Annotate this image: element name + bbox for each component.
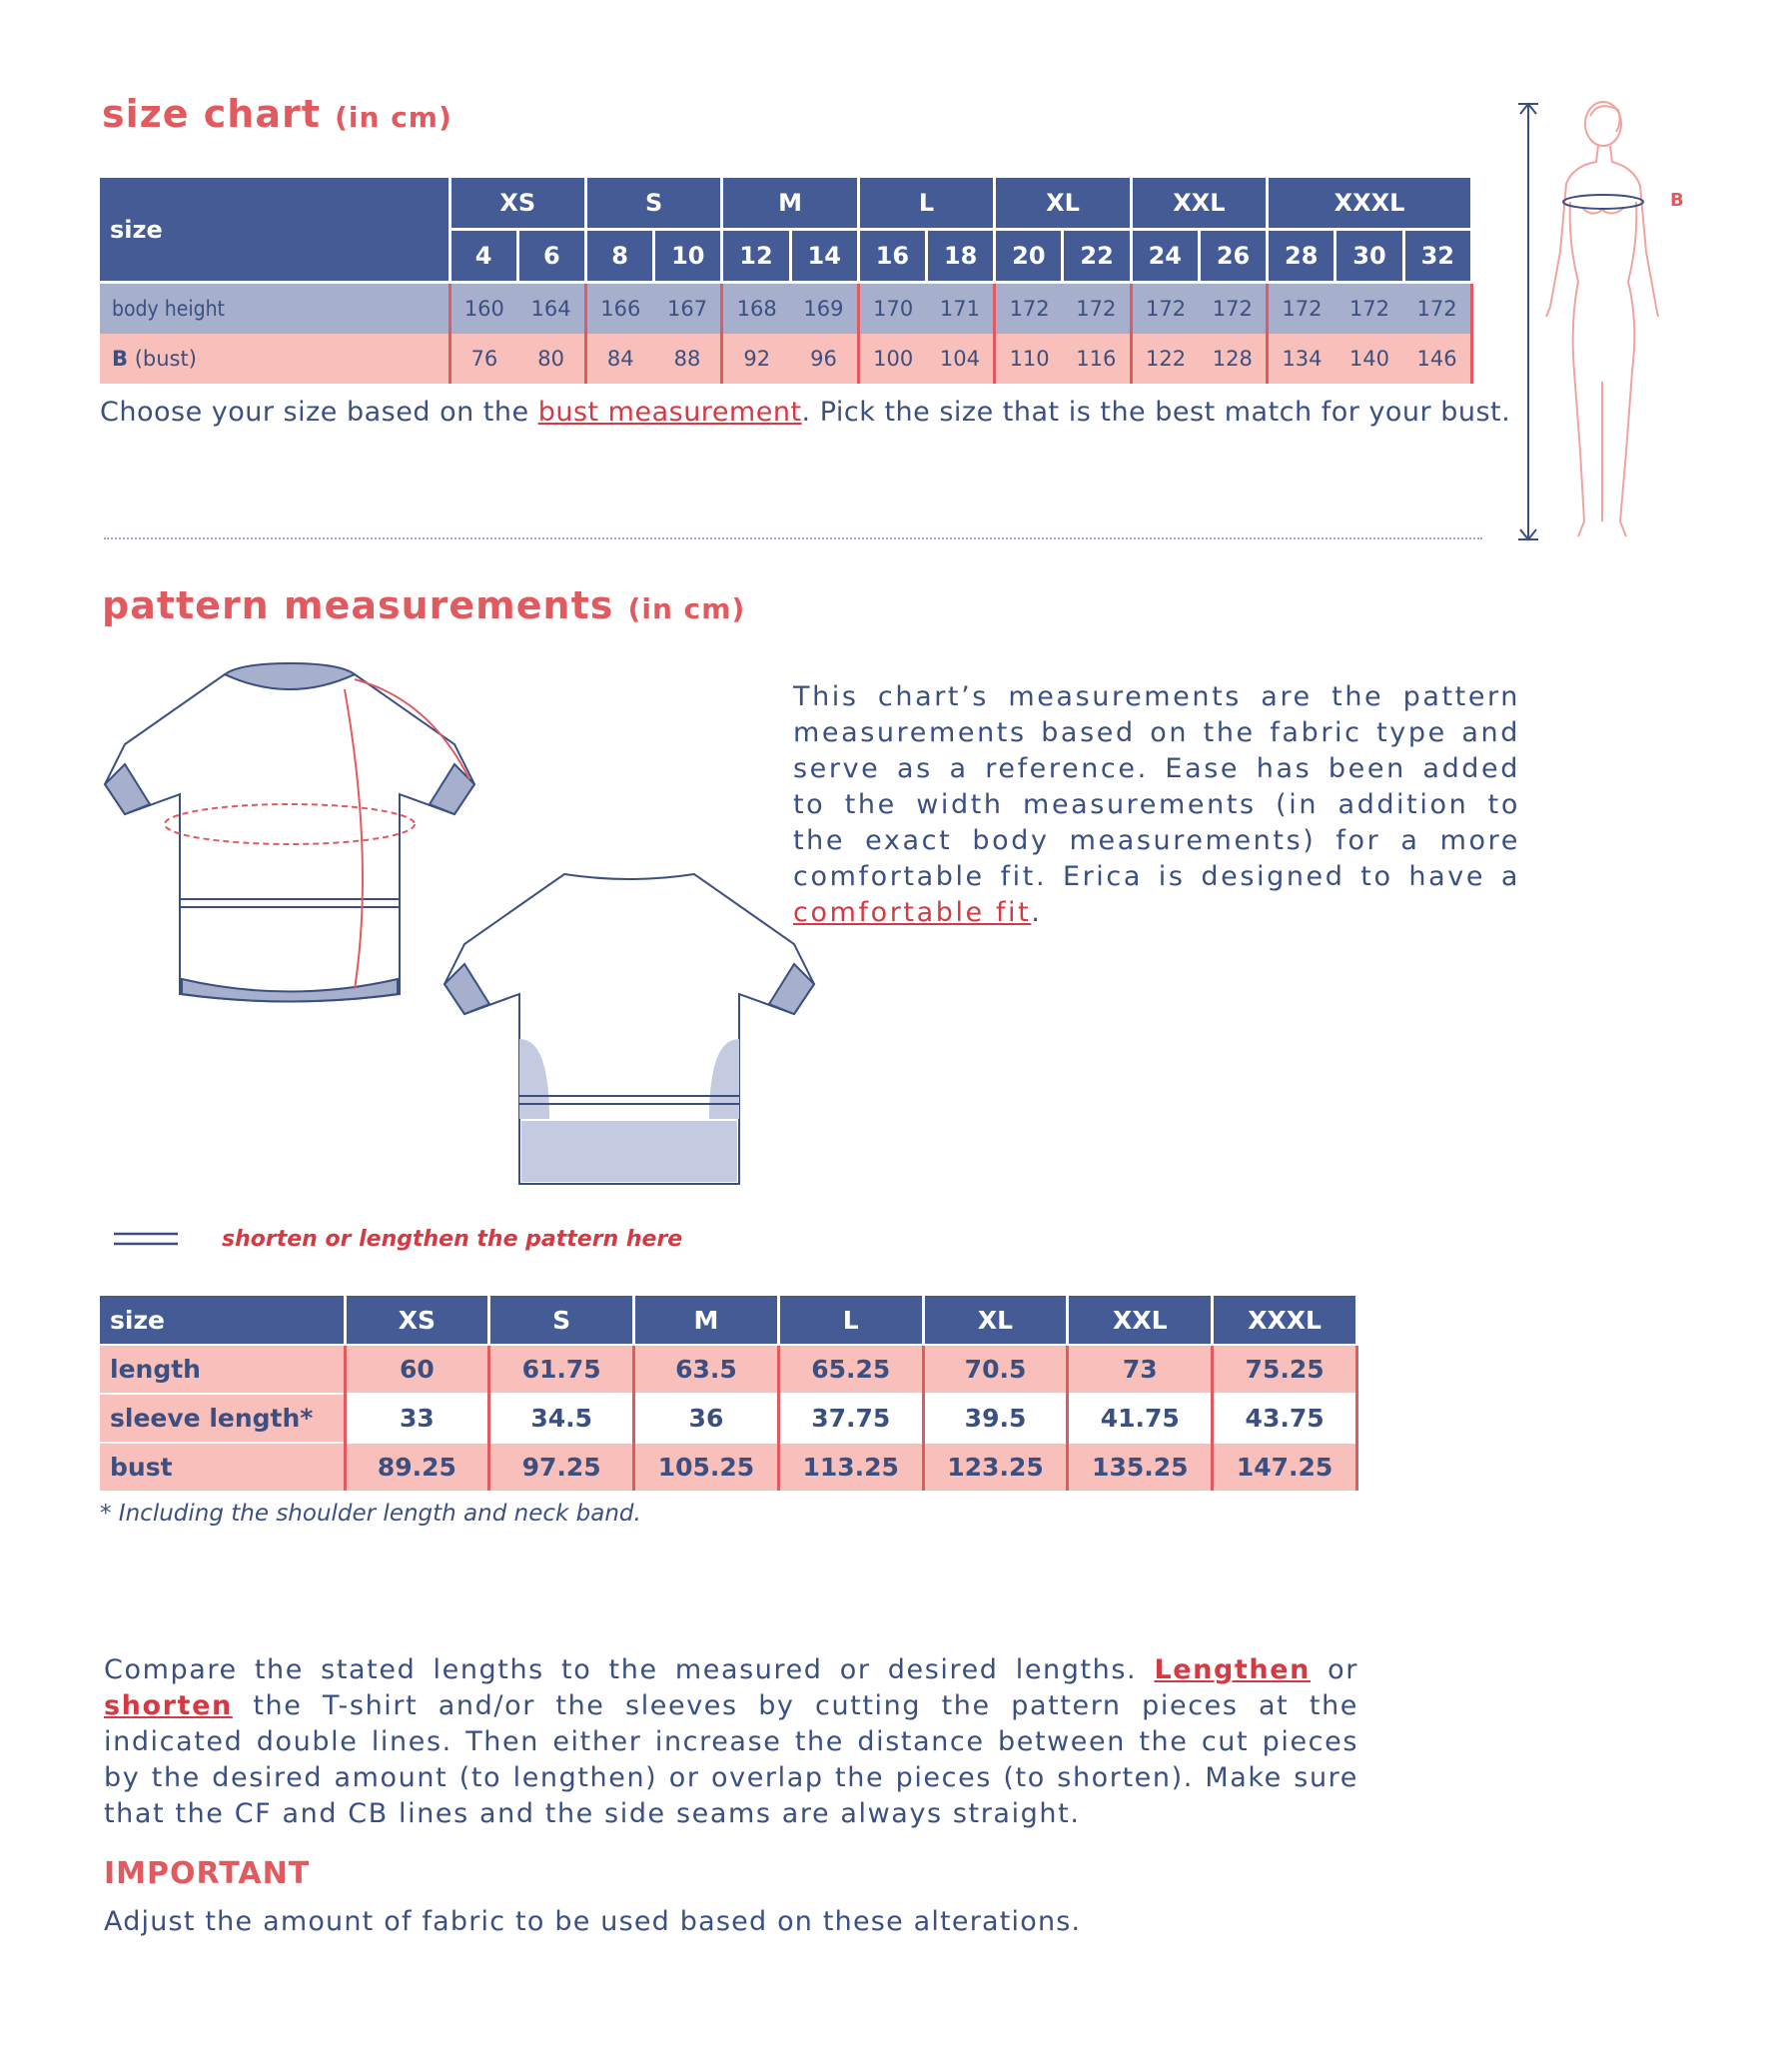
table-cell: 172	[1063, 283, 1131, 335]
bust-letter: B	[112, 347, 129, 371]
important-text: Adjust the amount of fabric to be used based on these alterations.	[104, 1906, 1082, 1937]
table-cell: 110	[995, 334, 1063, 384]
size-chart-title: size chart	[102, 92, 321, 136]
table-cell: 92	[722, 334, 790, 384]
bust-label	[100, 334, 449, 384]
size-number: 16	[858, 230, 926, 283]
legend-text: shorten or lengthen the pattern here	[222, 1227, 683, 1252]
pm-size-header: M	[634, 1296, 779, 1345]
table-cell: 70.5	[923, 1345, 1068, 1394]
size-group-row	[100, 177, 1472, 230]
table-cell: 172	[1199, 283, 1267, 335]
size-instruction	[100, 395, 1518, 431]
lengthen-link[interactable]: Lengthen	[1154, 1654, 1311, 1685]
pattern-title: pattern measurements	[102, 583, 614, 627]
table-cell: 146	[1403, 334, 1471, 384]
length-row	[100, 1345, 1357, 1394]
table-cell: 76	[449, 334, 517, 384]
pm-size-header: L	[778, 1296, 923, 1345]
table-cell: 147.25	[1213, 1443, 1357, 1491]
alteration-text: or	[1310, 1654, 1358, 1685]
table-cell: 96	[790, 334, 858, 384]
table-cell: 128	[1199, 334, 1267, 384]
table-cell: 168	[722, 283, 790, 335]
table-cell: 37.75	[778, 1394, 923, 1443]
size-header-label: size	[100, 177, 449, 283]
table-cell: 65.25	[778, 1345, 923, 1394]
pm-size-header: XXL	[1068, 1296, 1213, 1345]
bust-row	[100, 334, 1472, 384]
table-cell: 97.25	[489, 1443, 634, 1491]
alteration-text: Compare the stated lengths to the measured or desired lengths.	[104, 1654, 1155, 1685]
shorten-link[interactable]: shorten	[104, 1690, 233, 1721]
footnote: * Including the shoulder length and neck band.	[100, 1501, 641, 1527]
size-instruction-text: Choose your size based on the	[100, 397, 538, 428]
size-number: 18	[927, 230, 995, 283]
table-cell: 34.5	[489, 1394, 634, 1443]
table-cell: 171	[927, 283, 995, 335]
table-cell: 89.25	[345, 1443, 489, 1491]
table-cell: 39.5	[923, 1394, 1068, 1443]
size-number: 28	[1268, 230, 1335, 283]
size-number: 22	[1063, 230, 1131, 283]
table-cell: 41.75	[1068, 1394, 1213, 1443]
body-height-row	[100, 283, 1472, 335]
pm-size-header: XL	[923, 1296, 1068, 1345]
pattern-description	[793, 679, 1520, 931]
bust-marker-label: B	[1670, 190, 1684, 211]
table-cell: 88	[654, 334, 722, 384]
table-cell: 80	[517, 334, 585, 384]
body-height-label: body height	[100, 283, 449, 335]
comfortable-fit-link[interactable]: comfortable fit	[793, 897, 1032, 928]
bust-measure-line	[1563, 195, 1643, 209]
size-group-xl: XL	[995, 177, 1131, 230]
pm-header-row	[100, 1296, 1357, 1345]
size-number: 20	[995, 230, 1063, 283]
size-number: 24	[1131, 230, 1199, 283]
sleeve-length-label: sleeve length*	[100, 1394, 345, 1443]
size-chart-unit: (in cm)	[335, 101, 452, 134]
table-cell: 172	[1403, 283, 1471, 335]
size-group-s: S	[585, 177, 721, 230]
table-cell: 63.5	[634, 1345, 779, 1394]
table-cell: 100	[858, 334, 926, 384]
table-cell: 33	[345, 1394, 489, 1443]
pattern-measurements-table	[100, 1296, 1358, 1491]
tshirt-back-illustration	[440, 859, 819, 1199]
table-cell: 167	[654, 283, 722, 335]
table-cell: 60	[345, 1345, 489, 1394]
size-group-xs: XS	[449, 177, 585, 230]
length-label: length	[100, 1345, 345, 1394]
size-number: 6	[517, 230, 585, 283]
table-cell: 113.25	[778, 1443, 923, 1491]
table-cell: 105.25	[634, 1443, 779, 1491]
table-cell: 84	[585, 334, 653, 384]
table-cell: 122	[1131, 334, 1199, 384]
table-cell: 104	[927, 334, 995, 384]
table-cell: 169	[790, 283, 858, 335]
size-number: 30	[1335, 230, 1403, 283]
woman-silhouette-icon	[1546, 102, 1658, 536]
size-chart-heading	[102, 92, 452, 136]
size-group-xxl: XXL	[1131, 177, 1267, 230]
table-cell: 170	[858, 283, 926, 335]
pm-bust-label: bust	[100, 1443, 345, 1491]
pattern-description-text: This chart’s measurements are the pattern measurements based on the fabric type and serve as a reference. Ease has been added to the width measurements (in addition to the exact body measurements) for a more comfortable fit. Erica is designed to have a	[793, 681, 1520, 892]
table-cell: 160	[449, 283, 517, 335]
size-number: 4	[449, 230, 517, 283]
table-cell: 172	[1335, 283, 1403, 335]
pm-header-label: size	[100, 1296, 345, 1345]
size-number: 14	[790, 230, 858, 283]
size-chart-table	[100, 175, 1473, 384]
sleeve-length-row	[100, 1394, 1357, 1443]
table-cell: 75.25	[1213, 1345, 1357, 1394]
section-divider	[104, 537, 1482, 539]
pattern-unit: (in cm)	[627, 592, 746, 625]
size-number: 32	[1403, 230, 1471, 283]
table-cell: 140	[1335, 334, 1403, 384]
size-group-xxxl: XXXL	[1268, 177, 1472, 230]
size-number: 26	[1199, 230, 1267, 283]
pm-size-header: S	[489, 1296, 634, 1345]
size-group-m: M	[722, 177, 858, 230]
table-cell: 134	[1268, 334, 1335, 384]
table-cell: 172	[995, 283, 1063, 335]
table-cell: 61.75	[489, 1345, 634, 1394]
alteration-paragraph	[104, 1652, 1358, 1832]
table-cell: 43.75	[1213, 1394, 1357, 1443]
size-number: 8	[585, 230, 653, 283]
bust-measurement-link[interactable]: bust measurement	[537, 397, 802, 428]
pattern-heading	[102, 583, 745, 627]
body-figure-illustration	[1498, 92, 1688, 551]
pm-bust-row	[100, 1443, 1357, 1491]
alteration-text: the T-shirt and/or the sleeves by cutting the pattern pieces at the indicated double lines. Then either increase the distance between the cut pieces by the desired amount (to lengthen) or overlap the pieces (to shorten). Make sure that the CF and CB lines and the side seams are always straight.	[104, 1690, 1358, 1829]
table-cell: 135.25	[1068, 1443, 1213, 1491]
size-number: 10	[654, 230, 722, 283]
size-group-l: L	[858, 177, 994, 230]
double-line-icon	[114, 1231, 178, 1247]
table-cell: 172	[1131, 283, 1199, 335]
size-instruction-text: . Pick the size that is the best match for your bust.	[801, 397, 1511, 428]
table-cell: 36	[634, 1394, 779, 1443]
table-cell: 116	[1063, 334, 1131, 384]
table-cell: 166	[585, 283, 653, 335]
table-cell: 123.25	[923, 1443, 1068, 1491]
pm-size-header: XXXL	[1213, 1296, 1357, 1345]
bust-label-text: (bust)	[128, 347, 197, 371]
important-heading: IMPORTANT	[104, 1856, 311, 1891]
pattern-description-text: .	[1031, 897, 1043, 928]
table-cell: 172	[1268, 283, 1335, 335]
table-cell: 73	[1068, 1345, 1213, 1394]
table-cell: 164	[517, 283, 585, 335]
height-arrow-icon	[1518, 104, 1538, 539]
tshirt-front-illustration	[100, 659, 479, 1009]
pm-size-header: XS	[345, 1296, 489, 1345]
size-number: 12	[722, 230, 790, 283]
